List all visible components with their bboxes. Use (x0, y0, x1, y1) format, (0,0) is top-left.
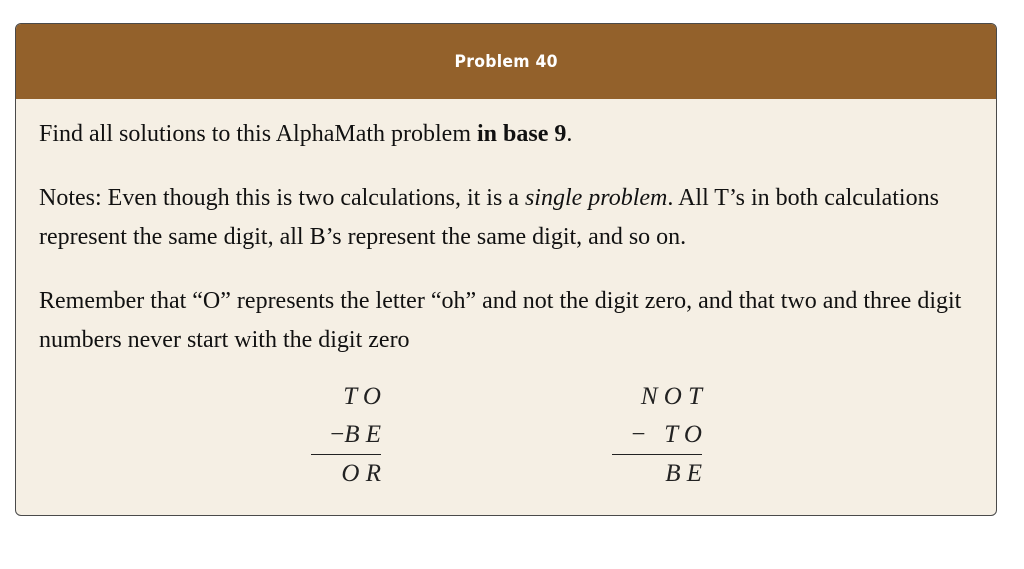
calculation-top-row: N O T (640, 383, 702, 410)
calculation-result-row: O R (341, 460, 381, 487)
reminder-text: Remember that “O” represents the letter “oh” and not the digit zero, and that two and three digit numbers never start with the digit zero (39, 288, 962, 353)
instruction-paragraph (39, 99, 974, 154)
problem-title: Problem 40 (454, 51, 558, 72)
calculations-area (39, 378, 974, 498)
minus-sign: − (631, 421, 646, 448)
calculation-subtrahend-row (311, 416, 381, 454)
notes-text-end: . All T’s in both calculations represent the same digit, all B’s represent the same digit, and so on. (39, 185, 939, 250)
minus-sign: − (330, 421, 345, 448)
calculation-left (311, 378, 381, 493)
calculation-result-row: B E (665, 460, 702, 487)
base-emphasis: in base 9 (477, 121, 567, 147)
problem-card (15, 23, 997, 516)
reminder-paragraph (39, 257, 974, 360)
notes-paragraph (39, 154, 974, 257)
problem-body (16, 99, 996, 498)
calculation-right (612, 378, 702, 493)
calculation-top-row: T O (343, 383, 381, 410)
single-problem-emphasis: single problem (524, 185, 668, 211)
instruction-text: Find all solutions to this AlphaMath problem (39, 121, 477, 147)
subtrahend-letters: T O (664, 421, 702, 448)
notes-text-start: Notes: Even though this is two calculations, it is a (39, 185, 525, 211)
subtrahend-letters: B E (344, 421, 381, 448)
instruction-end: . (566, 121, 573, 147)
calculation-subtrahend-row (612, 416, 702, 454)
card-header (16, 24, 996, 99)
